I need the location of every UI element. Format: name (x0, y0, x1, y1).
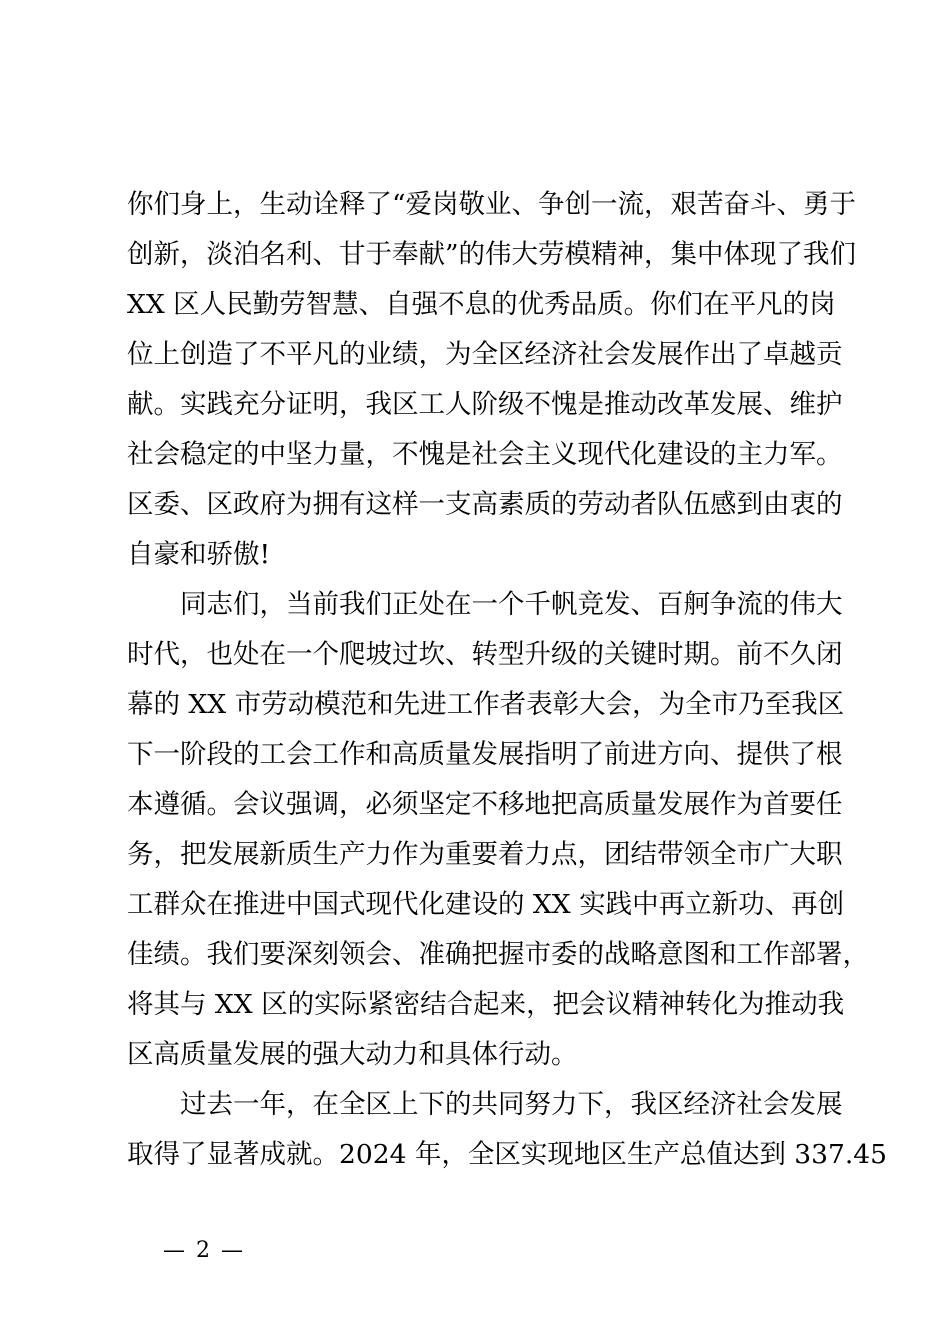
text-line: 你们身上，生动诠释了“爱岗敬业、争创一流，艰苦奋斗、勇于 (127, 189, 857, 220)
text-line: 幕的 XX 市劳动模范和先进工作者表彰大会，为全市乃至我区 (127, 689, 845, 720)
text-line: 位上创造了不平凡的业绩，为全区经济社会发展作出了卓越贡 (127, 339, 843, 370)
text-line: 佳绩。我们要深刻领会、准确把握市委的战略意图和工作部署， (127, 939, 869, 970)
text-line: 区高质量发展的强大动力和具体行动。 (127, 1039, 578, 1070)
text-line: 社会稳定的中坚力量，不愧是社会主义现代化建设的主力军。 (127, 439, 843, 470)
paragraph-start-line: 同志们，当前我们正处在一个千帆竞发、百舸争流的伟大 (127, 589, 843, 620)
text-line: 工群众在推进中国式现代化建设的 XX 实践中再立新功、再创 (127, 889, 845, 920)
text-line: 献。实践充分证明，我区工人阶级不愧是推动改革发展、维护 (127, 389, 843, 420)
text-line: 时代，也处在一个爬坡过坎、转型升级的关键时期。前不久闭 (127, 639, 843, 670)
text-line: 取得了显著成就。2024 年，全区实现地区生产总值达到 337.45 (127, 1139, 888, 1170)
text-line: 区委、区政府为拥有这样一支高素质的劳动者队伍感到由衷的 (127, 489, 843, 520)
text-line: 务，把发展新质生产力作为重要着力点，团结带领全市广大职 (127, 839, 843, 870)
text-line: 本遵循。会议强调，必须坚定不移地把高质量发展作为首要任 (127, 789, 843, 820)
document-body (127, 180, 888, 1180)
page-number: — 2 — (163, 1238, 245, 1263)
text-line: 将其与 XX 区的实际紧密结合起来，把会议精神转化为推动我 (127, 989, 845, 1020)
text-line: XX 区人民勤劳智慧、自强不息的优秀品质。你们在平凡的岗 (127, 289, 836, 320)
paragraph-start-line: 过去一年，在全区上下的共同努力下，我区经济社会发展 (127, 1089, 843, 1120)
text-line: 自豪和骄傲! (127, 539, 271, 570)
text-line: 下一阶段的工会工作和高质量发展指明了前进方向、提供了根 (127, 739, 843, 770)
text-line: 创新，淡泊名利、甘于奉献”的伟大劳模精神，集中体现了我们 (127, 239, 857, 270)
